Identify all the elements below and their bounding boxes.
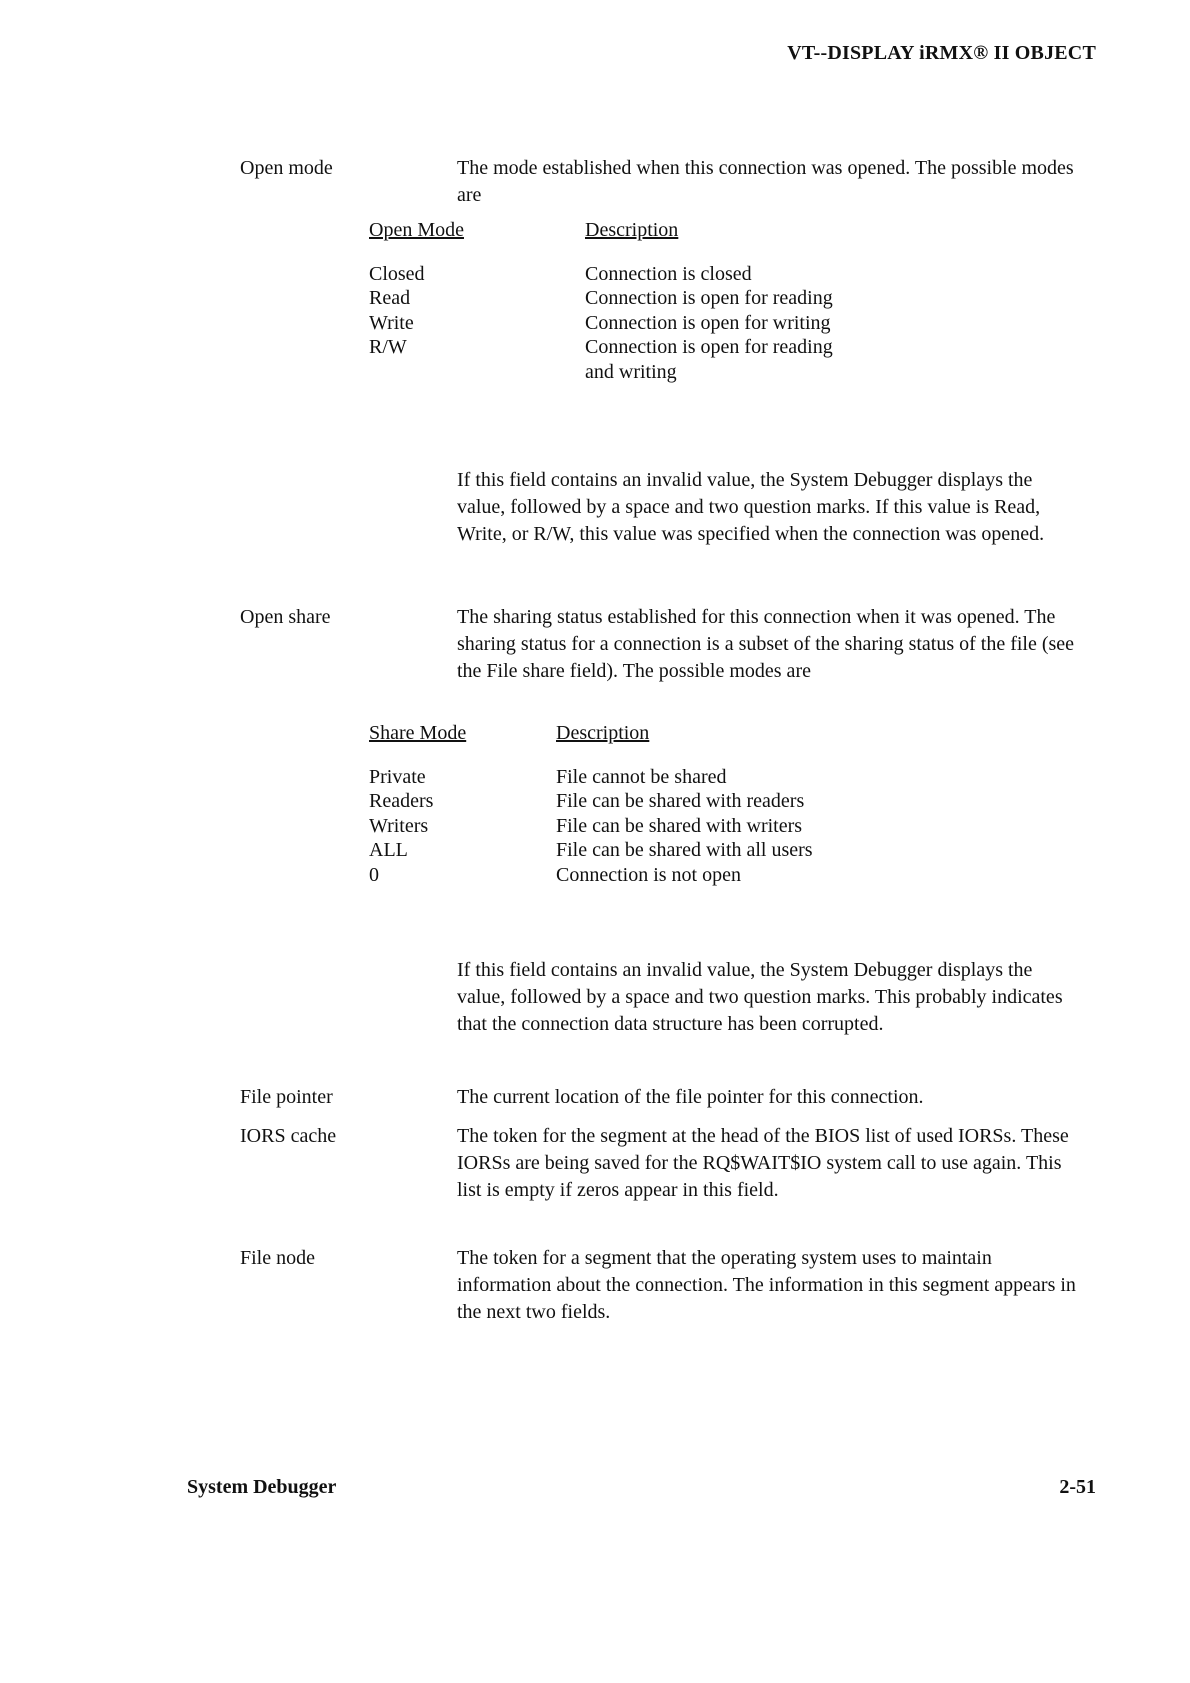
- table-row: [369, 262, 865, 287]
- term-open-mode: Open mode: [240, 157, 333, 179]
- open-mode-table: [369, 218, 865, 384]
- desc-file-pointer: The current location of the file pointer for this connection.: [457, 1086, 924, 1108]
- open-mode-intro: The mode established when this connection was opened. The possible modes are: [457, 157, 1074, 206]
- footer-manual-title: System Debugger: [187, 1476, 337, 1498]
- share-mode-description: File can be shared with writers: [556, 814, 803, 837]
- open-mode-value: Closed: [369, 262, 425, 285]
- share-mode-table-header: [369, 721, 856, 746]
- share-mode-value: ALL: [369, 839, 408, 861]
- share-mode-col-header: Share Mode: [369, 722, 467, 744]
- open-mode-description: Connection is open for reading and writing: [585, 336, 833, 383]
- open-mode-description: Connection is open for reading: [585, 287, 833, 309]
- open-share-note: If this field contains an invalid value, the System Debugger displays the value, followed by a space and two question marks. This probably indicates that the connection data structure has been corrupted.: [457, 959, 1063, 1035]
- open-mode-col-header: Open Mode: [369, 219, 464, 241]
- desc-file-node: The token for a segment that the operating system uses to maintain information about the connection. The information in this segment appears in the next two fields.: [457, 1247, 1076, 1323]
- share-desc-col-header: Description: [556, 722, 650, 744]
- open-mode-note: If this field contains an invalid value, the System Debugger displays the value, followed by a space and two question marks. If this value is Read, Write, or R/W, this value was specified when the connection was opened.: [457, 469, 1045, 545]
- term-file-node: File node: [240, 1247, 315, 1269]
- desc-open-mode: [457, 155, 1077, 209]
- share-mode-description: File cannot be shared: [556, 765, 727, 788]
- footer-page-number: 2-51: [1059, 1476, 1096, 1498]
- share-mode-value: Writers: [369, 814, 429, 837]
- table-row: [369, 814, 856, 839]
- table-row: [369, 286, 865, 311]
- table-row: [369, 765, 856, 790]
- table-row: [369, 311, 865, 336]
- desc-iors-cache: The token for the segment at the head of the BIOS list of used IORSs. These IORSs are being saved for the RQ$WAIT$IO system call to use again. This list is empty if zeros appear in this field.: [457, 1125, 1069, 1201]
- open-mode-value: R/W: [369, 336, 407, 358]
- table-row: [369, 838, 856, 863]
- desc-open-share: [457, 604, 1077, 685]
- share-mode-description: File can be shared with readers: [556, 790, 805, 812]
- table-row: [369, 863, 856, 888]
- share-mode-table: [369, 721, 856, 887]
- share-mode-description: File can be shared with all users: [556, 839, 813, 861]
- open-share-intro: The sharing status established for this connection when it was opened. The sharing status for a connection is a subset of the sharing status of the file (see the File share field). The possible modes are: [457, 606, 1075, 682]
- page-header-title: VT--DISPLAY iRMX® II OBJECT: [787, 42, 1096, 64]
- open-mode-value: Read: [369, 287, 411, 309]
- table-row: [369, 789, 856, 814]
- term-file-pointer: File pointer: [240, 1086, 333, 1108]
- open-mode-description: Connection is open for writing: [585, 311, 831, 334]
- table-row: [369, 335, 865, 384]
- open-mode-desc-col-header: Description: [585, 219, 679, 241]
- open-mode-note-block: [457, 467, 1077, 548]
- open-mode-description: Connection is closed: [585, 262, 752, 285]
- open-mode-table-header: [369, 218, 865, 243]
- term-open-share: Open share: [240, 606, 331, 628]
- share-mode-value: Readers: [369, 790, 434, 812]
- term-iors-cache: IORS cache: [240, 1125, 337, 1147]
- open-share-note-block: [457, 957, 1077, 1038]
- share-mode-value: 0: [369, 863, 379, 886]
- share-mode-value: Private: [369, 765, 426, 788]
- share-mode-description: Connection is not open: [556, 863, 741, 886]
- open-mode-value: Write: [369, 311, 414, 334]
